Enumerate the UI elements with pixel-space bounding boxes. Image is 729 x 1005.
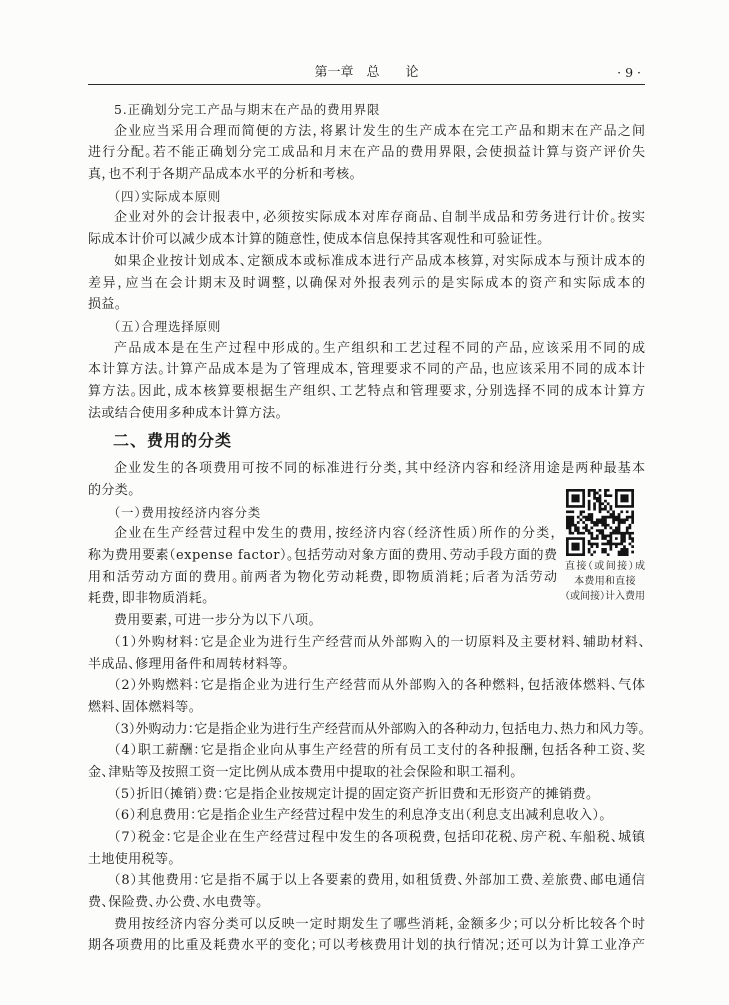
paragraph bbox=[88, 251, 645, 316]
qr-caption-line: 直接（或间接）成 bbox=[565, 561, 647, 572]
list-item-line: （8）其他费用：它是指不属于以上各要素的费用，如租赁费、外部加工费、差旅费、邮电通信 bbox=[114, 873, 646, 889]
list-item bbox=[88, 827, 645, 870]
paragraph-line: 法或结合使用多种成本计算方法。 bbox=[88, 405, 283, 421]
paragraph-line: 费用要素，可进一步分为以下八项。 bbox=[114, 613, 316, 629]
paragraph-line: 企业在生产经营过程中发生的费用，按经济内容（经济性质）所作的分类， bbox=[114, 526, 559, 542]
list-item-line: 费、保险费、办公费、水电费等。 bbox=[88, 895, 264, 911]
paragraph-line: 算方法。因此，成本核算要根据生产组织、工艺特点和管理要求，分别选择不同的成本计算方 bbox=[88, 383, 647, 399]
qr-caption-line: （或间接）计入费用 bbox=[565, 591, 645, 602]
paragraph-line: 本计算方法。计算产品成本是为了管理成本，管理要求不同的产品，也应该采用不同的成本计 bbox=[88, 362, 647, 378]
paragraph-line: 期各项费用的比重及耗费水平的变化；可以考核费用计划的执行情况；还可以为计算工业净产 bbox=[88, 938, 646, 954]
qr-caption bbox=[565, 559, 645, 604]
list-item-line: （1）外购材料：它是企业为进行生产经营而从外部购入的一切原料及主要材料、辅助材料、 bbox=[114, 634, 646, 650]
paragraph-line: 用和活劳动方面的费用。前两者为物化劳动耗费，即物质消耗；后者为活劳动 bbox=[88, 569, 559, 585]
list-item-line: （6）利息费用：它是指企业生产经营过程中发生的利息净支出（利息支出减利息收入）。 bbox=[114, 808, 607, 824]
list-item bbox=[88, 719, 645, 741]
paragraph bbox=[88, 338, 645, 425]
paragraph bbox=[88, 610, 645, 632]
list-item bbox=[88, 784, 645, 806]
header-rule bbox=[88, 84, 645, 85]
qr-code bbox=[566, 489, 634, 556]
subheading-principle-5: （五）合理选择原则 bbox=[114, 318, 222, 334]
qr-code-box bbox=[566, 489, 634, 556]
subheading-part-5: 5.正确划分完工产品与期末在产品的费用界限 bbox=[114, 102, 381, 117]
list-item-line: （2）外购燃料：它是指企业为进行生产经营而从外部购入的各种燃料，包括液体燃料、气体 bbox=[114, 678, 646, 694]
list-item-line: 燃料、固体燃料等。 bbox=[88, 699, 196, 715]
paragraph bbox=[88, 523, 645, 610]
paragraph-line: 差异，应当在会计期末及时调整，以确保对外报表列示的是实际成本的资产和实际成本的 bbox=[88, 275, 647, 291]
list-item-line: 金、津贴等及按照工资一定比例从成本费用中提取的社会保险和职工福利。 bbox=[88, 764, 518, 780]
paragraph-line: 进行分配。若不能正确划分完工成品和月末在产品的费用界限，会使损益计算与资产评价失 bbox=[88, 145, 647, 161]
paragraph-line: 费用按经济内容分类可以反映一定时期发生了哪些消耗，金额多少；可以分析比较各个时 bbox=[114, 916, 646, 932]
list-item bbox=[88, 740, 645, 783]
list-item bbox=[88, 870, 645, 913]
subheading-subsection-1: （一）费用按经济内容分类 bbox=[114, 504, 262, 520]
paragraph-line: 耗费，即非物质消耗。 bbox=[88, 591, 210, 607]
text-body bbox=[88, 99, 645, 957]
paragraph-line: 产品成本是在生产过程中形成的。生产组织和工艺过程不同的产品，应该采用不同的成 bbox=[114, 340, 647, 356]
section-heading: 二、费用的分类 bbox=[113, 431, 233, 451]
list-item bbox=[88, 632, 645, 675]
page-number: · 9 · bbox=[617, 65, 641, 80]
paragraph-line: 如果企业按计划成本、定额成本或标准成本进行产品成本核算，对实际成本与预计成本的 bbox=[114, 253, 646, 269]
list-item-line: （5）折旧（摊销）费：它是指企业按规定计提的固定资产折旧费和无形资产的摊销费。 bbox=[114, 786, 593, 802]
paragraph bbox=[88, 207, 645, 250]
paragraph bbox=[88, 914, 645, 957]
qr-caption-line: 本费用和直接 bbox=[574, 576, 636, 587]
list-item-line: （4）职工薪酬：它是指企业向从事生产经营的所有员工支付的各种报酬，包括各种工资、奖 bbox=[114, 743, 646, 759]
subheading-principle-4: （四）实际成本原则 bbox=[114, 188, 222, 204]
paragraph-line: 企业发生的各项费用可按不同的标准进行分类，其中经济内容和经济用途是两种最基本 bbox=[114, 461, 647, 477]
paragraph-line: 企业对外的会计报表中，必须按实际成本对库存商品、自制半成品和劳务进行计价。按实 bbox=[114, 210, 647, 226]
paragraph-line: 企业应当采用合理而简便的方法，将累计发生的生产成本在完工产品和期末在产品之间 bbox=[114, 123, 647, 139]
paragraph bbox=[88, 121, 645, 186]
running-head bbox=[88, 62, 645, 84]
paragraph-line: 损益。 bbox=[88, 297, 122, 313]
paragraph-line: 称为费用要素（expense factor）。包括劳动对象方面的费用、劳动手段方面的费 bbox=[88, 548, 558, 564]
chapter-title: 第一章 总 论 bbox=[314, 65, 419, 80]
paragraph-line: 真，也不利于各期产品成本水平的分析和考核。 bbox=[88, 167, 357, 183]
paragraph-line: 际成本计价可以减少成本计算的随意性，使成本信息保持其客观性和可验证性。 bbox=[88, 232, 545, 248]
paragraph bbox=[88, 458, 645, 501]
list-item-line: （3）外购动力：它是指企业为进行生产经营而从外部购入的各种动力，包括电力、热力和风力等。 bbox=[114, 721, 646, 737]
list-item bbox=[88, 675, 645, 718]
list-item-line: （7）税金：它是企业在生产经营过程中发生的各项税费，包括印花税、房产税、车船税、城镇 bbox=[114, 830, 646, 845]
list-item bbox=[88, 805, 645, 827]
list-item-line: 半成品、修理用备件和周转材料等。 bbox=[88, 656, 290, 672]
list-item-line: 土地使用税等。 bbox=[88, 851, 176, 867]
paragraph-line: 的分类。 bbox=[88, 483, 136, 498]
